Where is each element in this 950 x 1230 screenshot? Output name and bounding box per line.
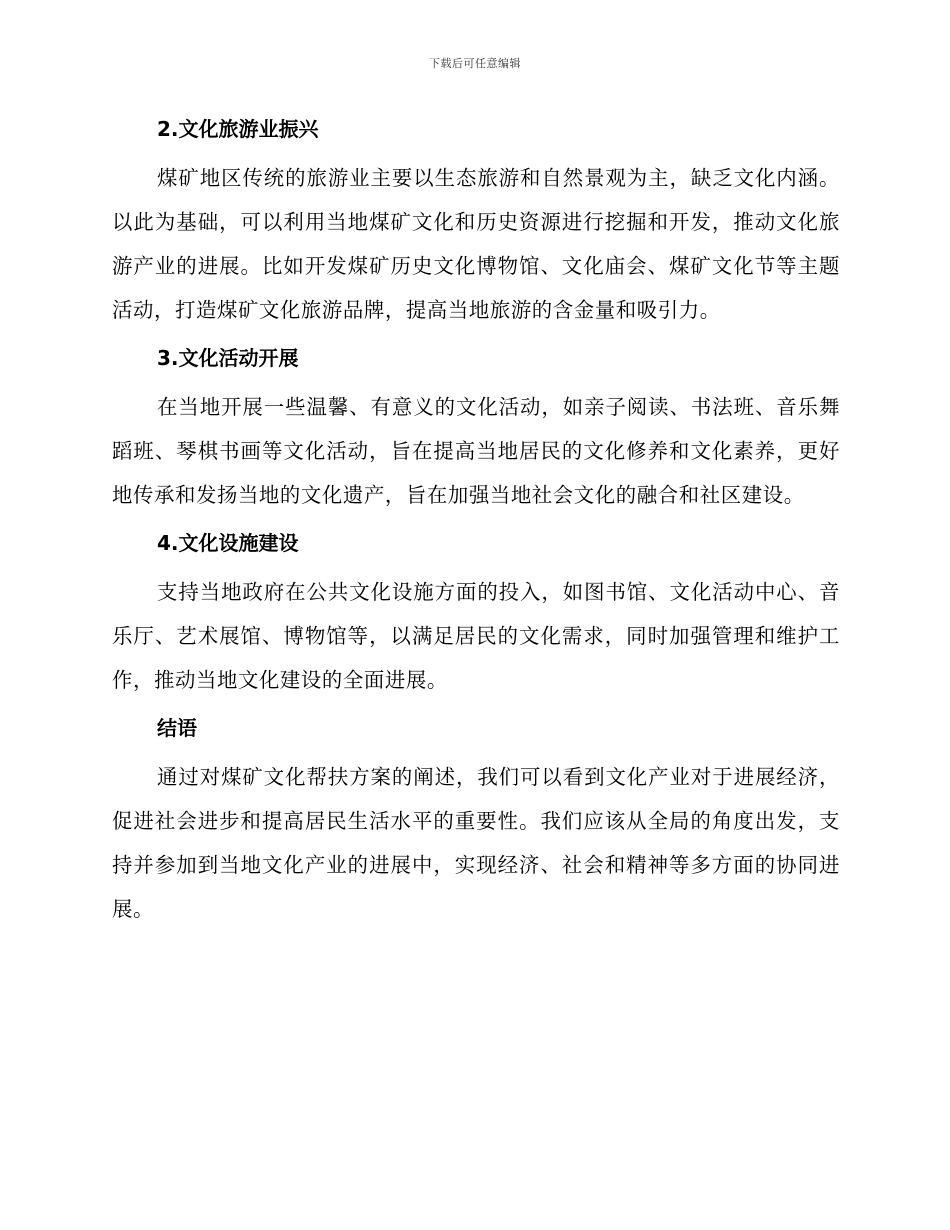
section-paragraph: 在当地开展一些温馨、有意义的文化活动，如亲子阅读、书法班、音乐舞蹈班、琴棋书画等文化活动，旨在提高当地居民的文化修养和文化素养，更好地传承和发扬当地的文化遗产，旨在加强当地社会文化的融合和社区建设。 (112, 395, 840, 507)
section-conclusion (112, 711, 840, 931)
section-paragraph: 支持当地政府在公共文化设施方面的投入，如图书馆、文化活动中心、音乐厅、艺术展馆、博物馆等，以满足居民的文化需求，同时加强管理和维护工作，推动当地文化建设的全面进展。 (112, 580, 840, 692)
section-heading: 3.文化活动开展 (157, 346, 299, 370)
page-header: 下载后可任意编辑 (429, 57, 521, 70)
document-body (112, 112, 840, 931)
section-heading: 2.文化旅游业振兴 (157, 117, 319, 141)
section-heading: 4.文化设施建设 (157, 531, 299, 555)
section-cultural-activities (112, 341, 840, 517)
section-cultural-tourism (112, 112, 840, 332)
section-cultural-facilities (112, 526, 840, 702)
section-paragraph: 通过对煤矿文化帮扶方案的阐述，我们可以看到文化产业对于进展经济，促进社会进步和提高居民生活水平的重要性。我们应该从全局的角度出发，支持并参加到当地文化产业的进展中，实现经济、社会和精神等多方面的协同进展。 (112, 765, 840, 921)
section-paragraph: 煤矿地区传统的旅游业主要以生态旅游和自然景观为主，缺乏文化内涵。以此为基础，可以利用当地煤矿文化和历史资源进行挖掘和开发，推动文化旅游产业的进展。比如开发煤矿历史文化博物馆、文化庙会、煤矿文化节等主题活动，打造煤矿文化旅游品牌，提高当地旅游的含金量和吸引力。 (112, 166, 840, 322)
section-heading: 结语 (157, 716, 197, 740)
